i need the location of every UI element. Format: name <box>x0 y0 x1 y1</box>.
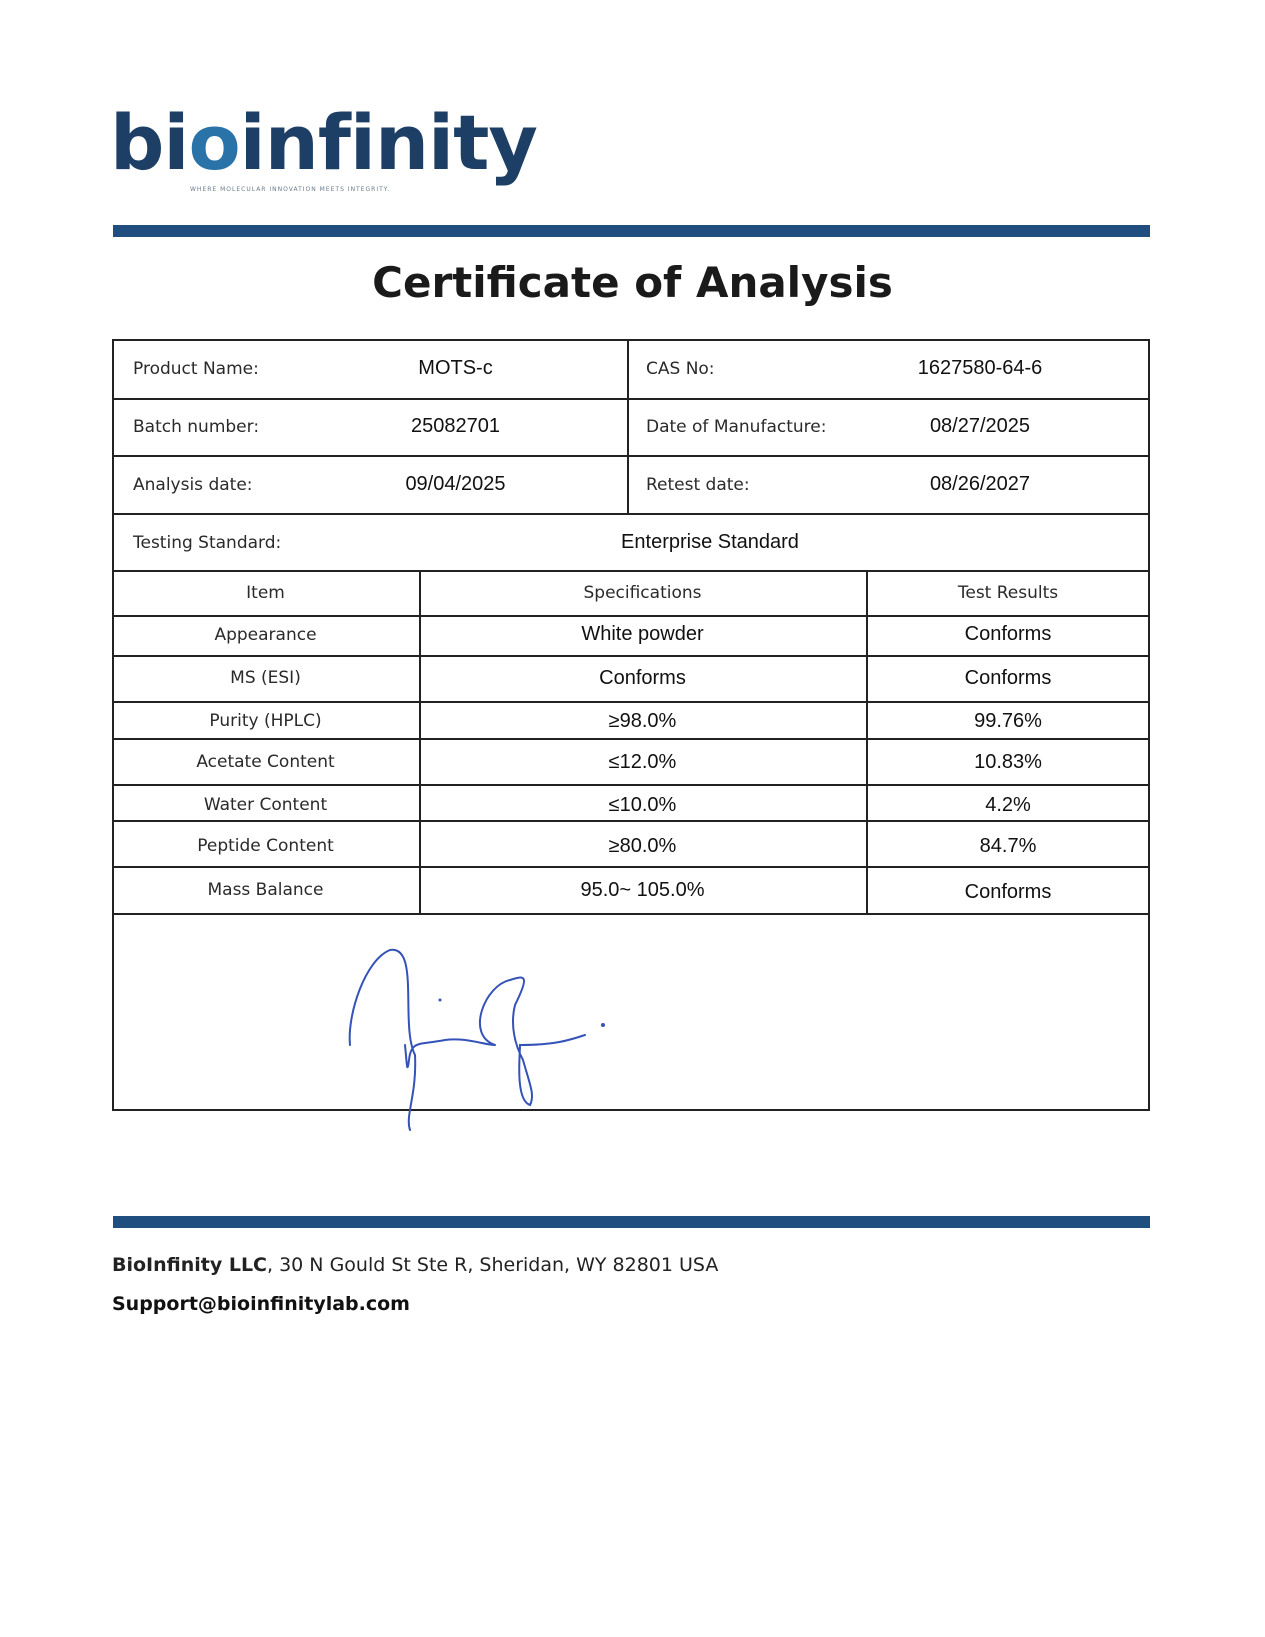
table-rule <box>112 784 1150 786</box>
table-row-result: Conforms <box>964 623 1052 645</box>
table-rule <box>112 570 1150 572</box>
table-row-spec: ≤10.0% <box>608 794 677 816</box>
table-row-spec: White powder <box>581 623 704 645</box>
address-text: , 30 N Gould St Ste R, Sheridan, WY 82801 USA <box>267 1254 719 1276</box>
table-row-result: Conforms <box>964 667 1052 689</box>
logo-wordmark: bioinfinity <box>110 98 537 187</box>
company-address <box>112 1254 718 1276</box>
table-rule <box>419 570 421 913</box>
table-rule <box>112 398 1150 400</box>
support-email[interactable]: Support@bioinfinitylab.com <box>112 1293 410 1315</box>
table-rule <box>112 455 1150 457</box>
column-header-specifications: Specifications <box>583 583 702 603</box>
table-row-item: Purity (HPLC) <box>209 711 322 731</box>
product-name-label: Product Name: <box>133 359 259 379</box>
document-title: Certificate of Analysis <box>372 258 893 307</box>
analysis-date-value: 09/04/2025 <box>405 473 506 495</box>
company-name: BioInfinity LLC <box>112 1254 268 1276</box>
table-row-item: Appearance <box>214 625 317 645</box>
table-row-result: Conforms <box>964 881 1052 903</box>
table-row-item: Mass Balance <box>207 880 324 900</box>
table-row-item: Water Content <box>203 795 328 815</box>
company-logo <box>110 98 537 198</box>
manufacture-date-label: Date of Manufacture: <box>646 417 827 437</box>
table-rule <box>112 913 1150 915</box>
table-rule <box>866 570 868 913</box>
table-rule <box>627 339 629 513</box>
batch-label: Batch number: <box>133 417 260 437</box>
table-row-result: 4.2% <box>985 794 1031 816</box>
table-row-result: 99.76% <box>974 710 1042 732</box>
analysis-date-label: Analysis date: <box>133 475 253 495</box>
table-row-spec: ≥80.0% <box>608 835 677 857</box>
product-name-value: MOTS-c <box>418 357 493 379</box>
table-row-spec: ≥98.0% <box>608 710 677 732</box>
retest-date-value: 08/26/2027 <box>929 473 1031 495</box>
table-row-result: 10.83% <box>974 751 1042 773</box>
table-rule <box>112 738 1150 740</box>
table-row-spec: 95.0~ 105.0% <box>580 879 705 901</box>
table-rule <box>112 820 1150 822</box>
column-header-item: Item <box>246 583 285 603</box>
table-row-spec: Conforms <box>599 667 686 689</box>
manufacture-date-value: 08/27/2025 <box>929 415 1031 437</box>
table-rule <box>112 701 1150 703</box>
table-row-item: MS (ESI) <box>230 668 301 688</box>
table-row-item: Peptide Content <box>197 836 334 856</box>
logo-tagline: WHERE MOLECULAR INNOVATION MEETS INTEGRITY. <box>190 186 391 193</box>
header-divider-bar <box>113 225 1150 237</box>
table-rule <box>112 866 1150 868</box>
table-rule <box>112 615 1150 617</box>
testing-standard-label: Testing Standard: <box>133 533 282 553</box>
table-row-item: Acetate Content <box>196 752 335 772</box>
batch-value: 25082701 <box>411 415 500 437</box>
footer-divider-bar <box>113 1216 1150 1228</box>
table-row-spec: ≤12.0% <box>608 751 677 773</box>
cas-label: CAS No: <box>646 359 715 379</box>
testing-standard-value: Enterprise Standard <box>621 531 799 553</box>
table-row-result: 84.7% <box>979 835 1037 857</box>
column-header-test-results: Test Results <box>957 583 1059 603</box>
table-rule <box>112 513 1150 515</box>
signature <box>345 945 615 1135</box>
retest-date-label: Retest date: <box>646 475 750 495</box>
cas-value: 1627580-64-6 <box>917 357 1043 379</box>
table-rule <box>112 655 1150 657</box>
